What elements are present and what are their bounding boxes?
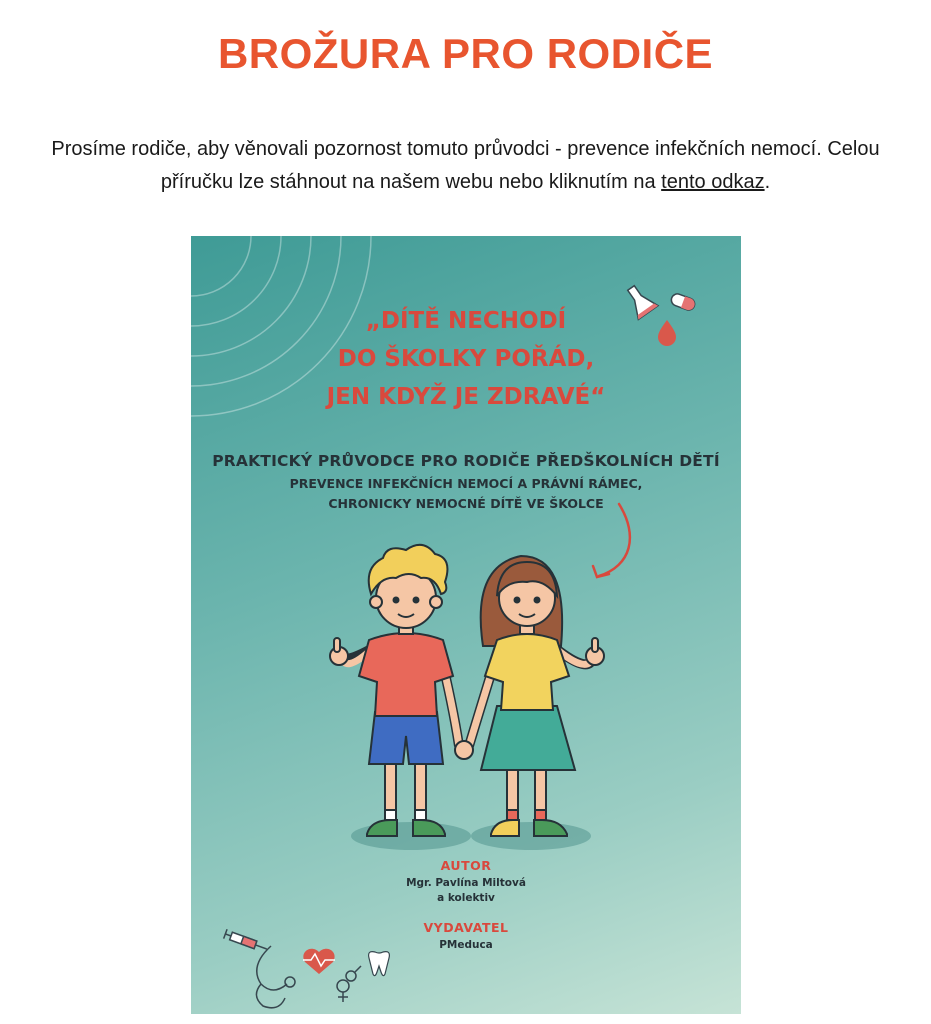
boy-figure — [330, 545, 459, 836]
tooth-icon — [369, 952, 390, 976]
intro-end: . — [764, 171, 771, 193]
intro-text: Prosíme rodiče, aby věnovali pozornost tomuto průvodci - prevence infekčních nemocí. Celou příručku lze stáhnout na našem webu nebo kliknutím na — [51, 138, 880, 193]
stethoscope-icon — [256, 946, 295, 1008]
author-extra: a kolektiv — [437, 892, 495, 904]
brochure-cover-image[interactable] — [191, 236, 741, 1014]
publisher-name: PMeduca — [439, 939, 493, 951]
girl-figure — [469, 556, 604, 836]
intro-paragraph — [40, 133, 891, 199]
author-label: AUTOR — [440, 858, 492, 873]
arrow-decoration — [599, 504, 630, 576]
quote-line-1: „DÍTĚ NECHODÍ — [365, 308, 567, 334]
quote-line-2: DO ŠKOLKY POŘÁD, — [337, 346, 595, 372]
cover-subtitle-line-1: PREVENCE INFEKČNÍCH NEMOCÍ A PRÁVNÍ RÁMEC, — [289, 476, 643, 491]
cover-quote — [191, 302, 741, 416]
download-link[interactable]: tento odkaz — [661, 171, 765, 193]
arrow-head — [593, 566, 609, 577]
author-name: Mgr. Pavlína Miltová — [406, 877, 526, 889]
page-title: BROŽURA PRO RODIČE — [217, 30, 714, 77]
publisher-label: VYDAVATEL — [423, 920, 509, 935]
quote-line-3: JEN KDYŽ JE ZDRAVÉ“ — [326, 384, 606, 410]
cover-subtitle-line-2: CHRONICKY NEMOCNÉ DÍTĚ VE ŠKOLCE — [328, 496, 604, 511]
cover-subtitle: PRAKTICKÝ PRŮVODCE PRO RODIČE PŘEDŠKOLNÍCH DĚTÍ — [212, 452, 720, 470]
joined-hands — [455, 741, 473, 759]
gender-icon — [337, 966, 361, 1002]
